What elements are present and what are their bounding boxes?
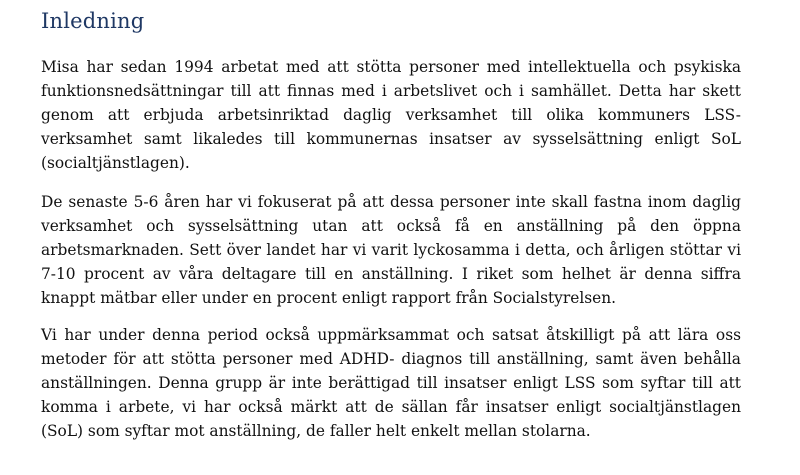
paragraph-2: De senaste 5-6 åren har vi fokuserat på att dessa personer inte skall fastna inom daglig verksamhet och sysselsättning utan att också få en anställning på den öppna arbetsmarknaden. Sett över landet har vi varit lyckosamma i detta, och årligen stöttar vi 7-10 procent av våra deltagare till en anställning. I riket som helhet är denna siffra knappt mätbar eller under en procent enligt rapport från Socialstyrelsen. bbox=[41, 193, 741, 307]
paragraph-1: Misa har sedan 1994 arbetat med att stötta personer med intellektuella och psykiska funktionsnedsättningar till att finnas med i arbetslivet och i samhället. Detta har skett genom att erbjuda arbetsinriktad daglig verksamhet till olika kommuners LSS-verksamhet samt likaledes till kommunernas insatser av sysselsättning enligt SoL (socialtjänstlagen). bbox=[41, 58, 741, 172]
section-heading: Inledning bbox=[41, 9, 145, 33]
paragraph-3: Vi har under denna period också uppmärksammat och satsat åtskilligt på att lära oss metoder för att stötta personer med ADHD- diagnos till anställning, samt även behålla anställningen. Denna grupp är inte berättigad till insatser enligt LSS som syftar till att komma i arbete, vi har också märkt att de sällan får insatser enligt socialtjänstlagen (SoL) som syftar mot anställning, de faller helt enkelt mellan stolarna. bbox=[41, 326, 741, 440]
